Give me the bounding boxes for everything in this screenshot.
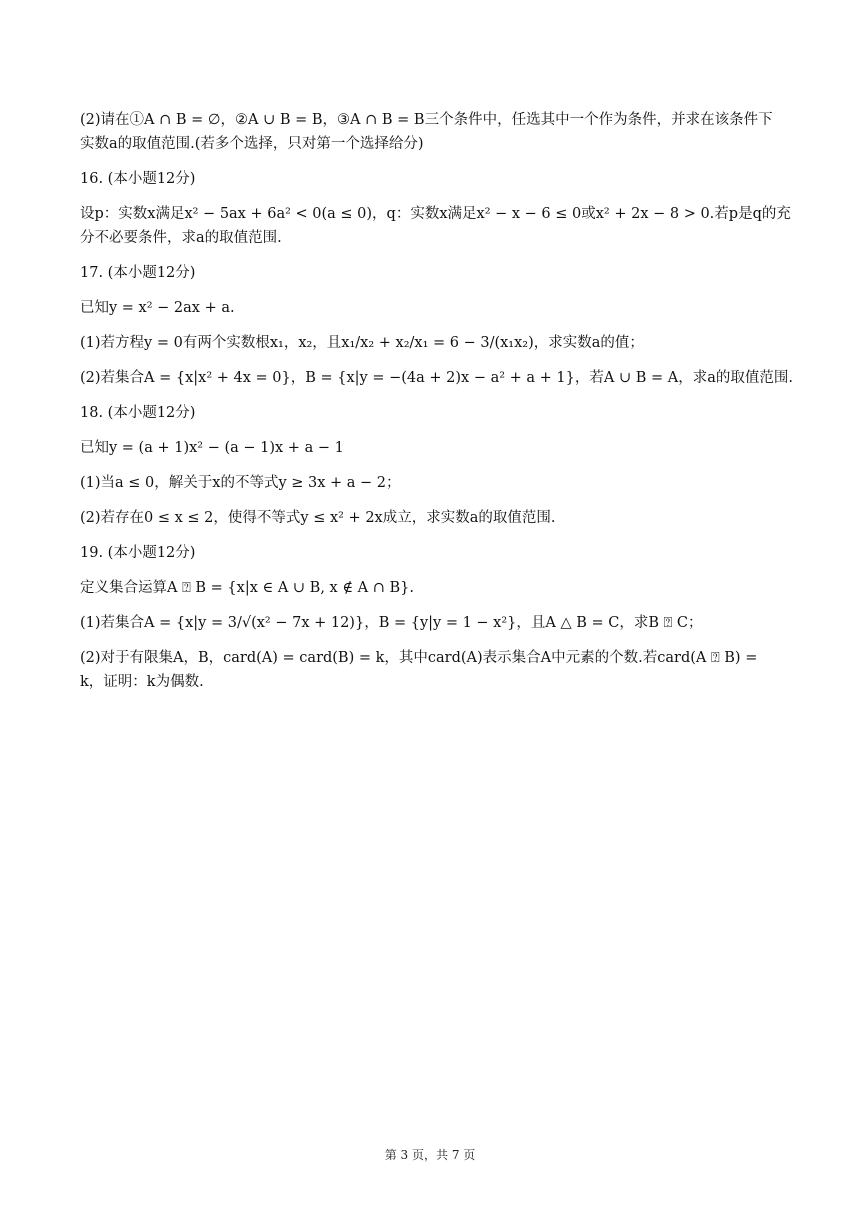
q15-part2-line1: (2)请在①A ∩ B = ∅，②A ∪ B = B，③A ∩ B = B三个条件中，任选其中一个作为条件，并求在该条件下 bbox=[80, 112, 773, 128]
q18-heading: 18. (本小题12分) bbox=[80, 405, 196, 421]
q16-body-line2: 分不必要条件，求a的取值范围. bbox=[80, 230, 282, 246]
q19-part2-line1: (2)对于有限集A，B，card(A) = card(B) = k，其中card(A)表示集合A中元素的个数.若card(A ⍰ B) = bbox=[80, 650, 758, 666]
q17-heading: 17. (本小题12分) bbox=[80, 265, 196, 281]
q19-part2-line2: k，证明：k为偶数. bbox=[80, 674, 204, 690]
q19-definition: 定义集合运算A ⍰ B = {x|x ∈ A ∪ B, x ∉ A ∩ B}. bbox=[80, 580, 415, 596]
q19-part1: (1)若集合A = {x|y = 3/√(x² − 7x + 12)}，B = {y|y = 1 − x²}，且A △ B = C，求B ⍰ C； bbox=[80, 615, 703, 631]
q18-given: 已知y = (a + 1)x² − (a − 1)x + a − 1 bbox=[80, 440, 344, 456]
q17-given: 已知y = x² − 2ax + a. bbox=[80, 300, 235, 316]
q16-body-line1: 设p：实数x满足x² − 5ax + 6a² < 0(a ≤ 0)，q：实数x满足x² − x − 6 ≤ 0或x² + 2x − 8 > 0.若p是q的充 bbox=[80, 206, 791, 222]
q16-heading: 16. (本小题12分) bbox=[80, 171, 196, 187]
page-content bbox=[80, 108, 793, 694]
q17-part2: (2)若集合A = {x|x² + 4x = 0}，B = {x|y = −(4a + 2)x − a² + a + 1}，若A ∪ B = A，求a的取值范围. bbox=[80, 370, 793, 386]
q17-part1: (1)若方程y = 0有两个实数根x₁，x₂，且x₁/x₂ + x₂/x₁ = 6 − 3/(x₁x₂)，求实数a的值； bbox=[80, 335, 644, 351]
q18-part2: (2)若存在0 ≤ x ≤ 2，使得不等式y ≤ x² + 2x成立，求实数a的取值范围. bbox=[80, 510, 556, 526]
q18-part1: (1)当a ≤ 0，解关于x的不等式y ≥ 3x + a − 2； bbox=[80, 475, 401, 491]
page-footer: 第 3 页，共 7 页 bbox=[384, 1148, 476, 1162]
q19-heading: 19. (本小题12分) bbox=[80, 545, 196, 561]
q15-part2-line2: 实数a的取值范围.(若多个选择，只对第一个选择给分) bbox=[80, 136, 424, 152]
